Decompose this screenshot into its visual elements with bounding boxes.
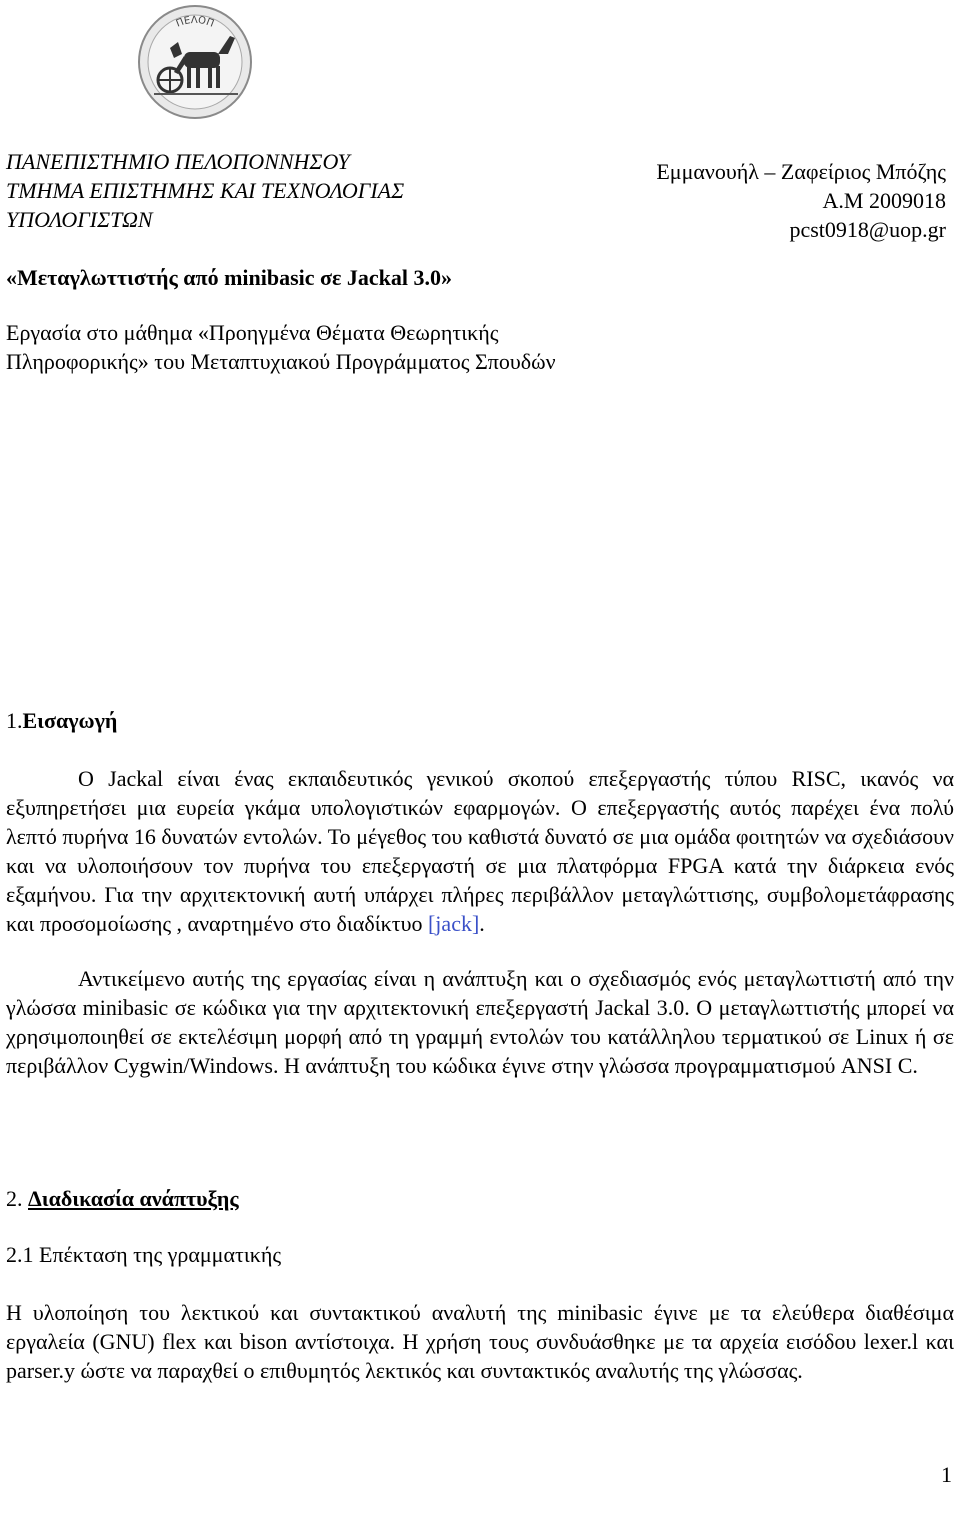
university-name: ΠΑΝΕΠΙΣΤΗΜΙΟ ΠΕΛΟΠΟΝΝΗΣΟΥ <box>6 149 350 174</box>
section-1-paragraph-2: Αντικείμενο αυτής της εργασίας είναι η ανάπτυξη και ο σχεδιασμός ενός μεταγλωττιστή από την γλώσσα minibasic σε κώδικα για την αρχιτεκτονική επεξεργαστή Jackal 3.0. Ο μεταγλωττιστής μπορεί να χρησιμοποιηθεί σε εκτελέσιμη μορφή από τη γραμμή εντολών του κατάλληλου τερματικού σε Linux ή σε περιβάλλον Cygwin/Windows. Η ανάπτυξη του κώδικα έγινε στην γλώσσα προγραμματισμού ANSI C. <box>6 966 954 1078</box>
section-1-title: Εισαγωγή <box>22 708 118 733</box>
section-1-paragraph-1-end: . <box>479 911 485 936</box>
department-name-line1: ΤΜΗΜΑ ΕΠΙΣΤΗΜΗΣ ΚΑΙ ΤΕΧΝΟΛΟΓΙΑΣ <box>6 178 405 203</box>
author-name: Εμμανουήλ – Ζαφείριος Μπόζης <box>656 159 946 184</box>
page-number: 1 <box>941 1462 952 1487</box>
section-2-heading <box>6 1186 239 1212</box>
university-seal-logo <box>134 2 256 122</box>
section-1-heading <box>6 708 117 734</box>
section-2-title: Διαδικασία ανάπτυξης <box>28 1186 239 1211</box>
section-1-paragraph-1 <box>6 764 954 938</box>
university-seal-icon <box>134 2 256 122</box>
seal-lettering: ΠΕΛΟΠ <box>174 14 216 30</box>
document-title: «Μεταγλωττιστής από minibasic σε Jackal 3.0» <box>6 265 453 290</box>
section-2-1-heading: 2.1 Επέκταση της γραμματικής <box>6 1242 282 1267</box>
department-name-line2: ΥΠΟΛΟΓΙΣΤΩΝ <box>6 207 153 232</box>
document-subtitle: Εργασία στο μάθημα «Προηγμένα Θέματα Θεωρητικής Πληροφορικής» του Μεταπτυχιακού Προγράμματος Σπουδών <box>6 320 556 374</box>
section-2-1-paragraph: Η υλοποίηση του λεκτικού και συντακτικού αναλυτή της minibasic έγινε με τα ελεύθερα διαθέσιμα εργαλεία (GNU) flex και bison αντίστοιχα. Η χρήση τους συνδυάσθηκε με τα αρχεία εισόδου lexer.l και parser.y ώστε να παραχθεί ο επιθυμητός λεκτικός και συντακτικός αναλυτής της γλώσσας. <box>6 1300 954 1383</box>
section-1-number: 1. <box>6 708 23 733</box>
author-student-id: Α.Μ 2009018 <box>822 188 946 213</box>
author-email: pcst0918@uop.gr <box>789 217 946 242</box>
reference-link-jack[interactable]: [jack] <box>427 911 480 936</box>
section-2-number: 2. <box>6 1186 28 1211</box>
section-1-paragraph-1-text: Ο Jackal είναι ένας εκπαιδευτικός γενικού σκοπού επεξεργαστής τύπου RISC, ικανός να εξυπηρετήσει μια ευρεία γκάμα υπολογιστικών εφαρμογών. Ο επεξεργαστής αυτός παρέχει ένα πολύ λεπτό πυρήνα 16 δυνατών εντολών. Το μέγεθος του καθιστά δυνατό σε μια ομάδα φοιτητών να σχεδιάσουν και να υλοποιήσουν τον πυρήνα του επεξεργαστή σε μια πλατφόρμα FPGA κατά την διάρκεια ενός εξαμήνου. Για την αρχιτεκτονική αυτή υπάρχει πλήρες περιβάλλον μεταγλώττισης, συμβολομετάφρασης και προσομοίωσης , αναρτημένο στο διαδίκτυο <box>6 766 954 936</box>
